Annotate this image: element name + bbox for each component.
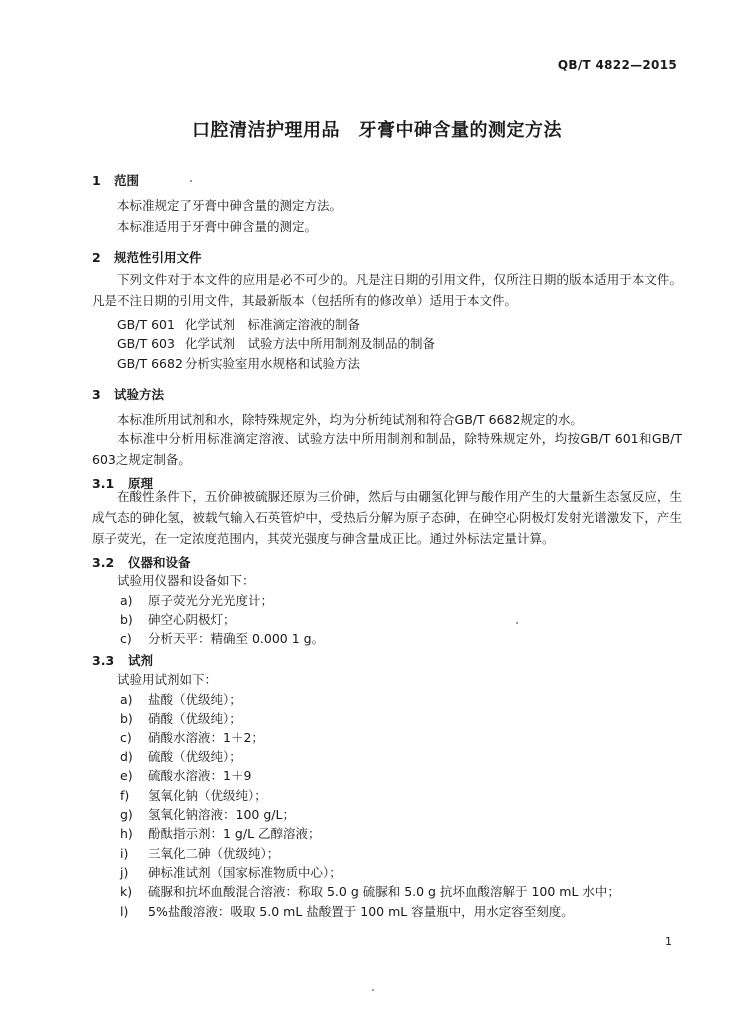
subsection-number: 3.2 [92,555,115,570]
list-item-label: c) [120,631,132,646]
list-item-text: 5%盐酸溶液：吸取 5.0 mL 盐酸置于 100 mL 容量瓶中，用水定容至刻度。 [148,904,574,919]
list-item [120,591,273,609]
list-item-label: b) [120,711,133,726]
reference-title: 化学试剂 标准滴定溶液的制备 [185,317,361,332]
section-title: 试验方法 [114,387,165,402]
list-item-label: i) [120,846,129,861]
list-item-label: a) [120,593,133,608]
list-item [120,728,264,746]
list-item [120,786,267,804]
list-item [120,690,242,708]
list-item [120,902,574,920]
list-item-label: f) [120,788,130,803]
list-item-label: h) [120,826,133,841]
section-number: 2 [92,250,101,265]
list-item-text: 原子荧光分光光度计； [148,593,274,608]
paragraph: 本标准所用试剂和水，除特殊规定外，均为分析纯试剂和符合GB/T 6682规定的水。 [117,412,583,427]
list-item-text: 三氧化二砷（优级纯）； [148,846,280,861]
list-item [120,863,342,881]
paragraph: 试验用仪器和设备如下： [117,573,255,588]
list-item-text: 酚酞指示剂：1 g/L 乙醇溶液； [148,826,321,841]
normative-reference [117,354,360,372]
subsection-number: 3.3 [92,653,115,668]
reference-title: 化学试剂 试验方法中所用制剂及制品的制备 [185,336,436,351]
list-item [120,766,251,784]
list-item-label: e) [120,768,133,783]
paragraph: 试验用试剂如下： [117,672,218,687]
list-item-label: d) [120,749,133,764]
list-item [120,747,242,765]
section-3-heading [92,385,164,403]
paragraph: 在酸性条件下，五价砷被硫脲还原为三价砷，然后与由硼氢化钾与酸作用产生的大量新生态氢反应，生成气态的砷化氢，被载气输入石英管炉中，受热后分解为原子态砷，在砷空心阴极灯发射光谱激发下，产生原子荧光，在一定浓度范围内，其荧光强度与砷含量成正比。通过外标法定量计算。 [92,489,682,546]
paragraph: 本标准中分析用标准滴定溶液、试验方法中所用制剂和制品，除特殊规定外，均按GB/T 601和GB/T 603之规定制备。 [92,431,682,467]
section-2-heading [92,248,202,266]
list-item-label: j) [120,865,129,880]
list-item [120,824,321,842]
list-item [120,882,620,900]
list-item-text: 砷空心阴极灯； [148,612,236,627]
list-item-text: 硝酸（优级纯）； [148,711,242,726]
reference-code: GB/T 603 [117,336,175,351]
list-item [120,844,279,862]
list-item-text: 砷标准试剂（国家标准物质中心）； [148,865,342,880]
paragraph: 本标准适用于牙膏中砷含量的测定。 [117,219,318,234]
section-number: 1 [92,173,101,188]
list-item-text: 氢氧化钠溶液：100 g/L； [148,807,295,822]
list-item [120,709,242,727]
subsection-3-3-heading [92,651,153,669]
document-title: 口腔清洁护理用品 牙膏中砷含量的测定方法 [192,120,562,141]
standard-number: QB/T 4822—2015 [557,58,677,72]
scan-speck [190,180,192,182]
subsection-title: 原理 [128,476,154,491]
list-item-label: a) [120,692,133,707]
reference-code: GB/T 6682 [117,356,183,371]
section-title: 范围 [114,173,140,188]
subsection-title: 试剂 [128,653,154,668]
paragraph: 下列文件对于本文件的应用是必不可少的。凡是注日期的引用文件，仅所注日期的版本适用于本文件。凡是不注日期的引用文件，其最新版本（包括所有的修改单）适用于本文件。 [92,272,682,308]
subsection-title: 仪器和设备 [128,555,191,570]
list-item [120,805,295,823]
list-item-text: 硫酸（优级纯）； [148,749,242,764]
list-item [120,629,324,647]
section-title: 规范性引用文件 [114,250,202,265]
list-item-text: 分析天平：精确至 0.000 1 g。 [148,631,325,646]
list-item-label: c) [120,730,132,745]
list-item-text: 硝酸水溶液：1＋2； [148,730,264,745]
list-item-label: k) [120,884,133,899]
scan-speck [372,989,374,991]
page-number: 1 [665,935,672,948]
list-item [120,610,236,628]
list-item-text: 硫脲和抗坏血酸混合溶液：称取 5.0 g 硫脲和 5.0 g 抗坏血酸溶解于 100 mL 水中； [148,884,620,899]
reference-title: 分析实验室用水规格和试验方法 [185,356,361,371]
subsection-3-2-heading [92,553,191,571]
normative-reference [117,315,360,333]
normative-reference [117,334,435,352]
list-item-label: g) [120,807,133,822]
paragraph: 本标准规定了牙膏中砷含量的测定方法。 [117,198,343,213]
list-item-text: 氢氧化钠（优级纯）； [148,788,267,803]
list-item-text: 盐酸（优级纯）； [148,692,242,707]
list-item-label: b) [120,612,133,627]
section-1-heading [92,171,139,189]
subsection-number: 3.1 [92,476,115,491]
reference-code: GB/T 601 [117,317,175,332]
section-number: 3 [92,387,101,402]
list-item-text: 硫酸水溶液：1＋9 [148,768,252,783]
list-item-label: l) [120,904,129,919]
scan-speck [516,622,518,624]
